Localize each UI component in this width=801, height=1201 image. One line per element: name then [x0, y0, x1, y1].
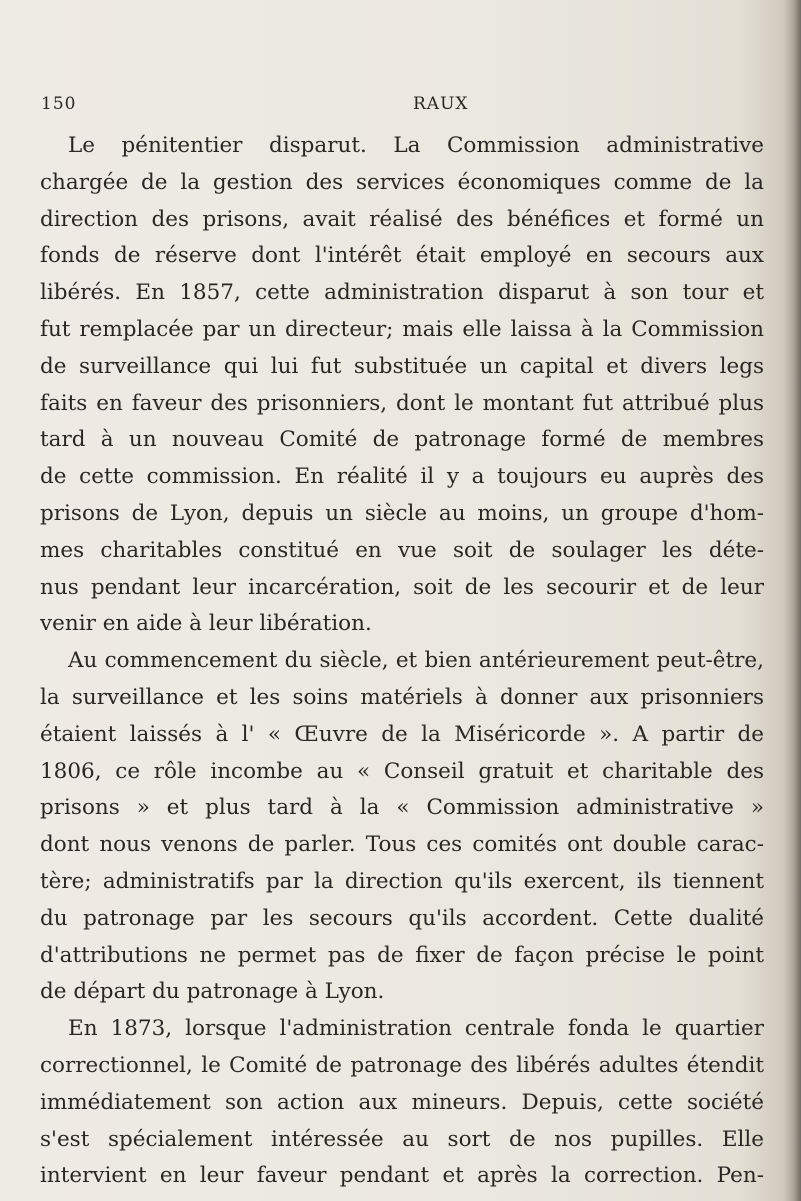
text-line: direction des prisons, avait réalisé des bénéfices et formé un — [40, 206, 764, 232]
text-line: chargée de la gestion des services économiques comme de la — [40, 169, 764, 195]
text-line: de départ du patronage à Lyon. — [40, 979, 385, 1005]
text-line: dont nous venons de parler. Tous ces comités ont double carac- — [40, 832, 764, 858]
text-line: 1806, ce rôle incombe au « Conseil gratuit et charitable des — [40, 758, 764, 784]
text-line: fonds de réserve dont l'intérêt était employé en secours aux — [40, 243, 764, 269]
text-line: la surveillance et les soins matériels à donner aux prisonniers — [40, 684, 764, 710]
text-line: prisons de Lyon, depuis un siècle au moins, un groupe d'hom- — [40, 500, 764, 526]
text-line: d'attributions ne permet pas de fixer de façon précise le point — [40, 942, 764, 968]
text-line: fut remplacée par un directeur; mais elle laissa à la Commission — [40, 316, 764, 342]
text-line: mes charitables constitué en vue soit de soulager les déte- — [40, 537, 764, 563]
text-line: correctionnel, le Comité de patronage des libérés adultes étendit — [40, 1052, 764, 1078]
text-line: Le pénitentier disparut. La Commission administrative — [68, 133, 764, 158]
text-line: venir en aide à leur libération. — [40, 611, 372, 637]
body-text — [40, 128, 764, 1195]
text-line: immédiatement son action aux mineurs. Depuis, cette société — [40, 1089, 764, 1115]
text-line: nus pendant leur incarcération, soit de les secourir et de leur — [40, 574, 764, 600]
text-line: Au commencement du siècle, et bien antérieurement peut-être, — [68, 648, 764, 674]
page-number: 150 — [41, 94, 77, 114]
page-header — [41, 94, 761, 120]
text-line: En 1873, lorsque l'administration centrale fonda le quartier — [68, 1016, 764, 1042]
running-title: RAUX — [413, 94, 469, 114]
text-line: tère; administratifs par la direction qu'ils exercent, ils tiennent — [40, 868, 764, 894]
text-line: faits en faveur des prisonniers, dont le montant fut attribué plus — [40, 390, 764, 416]
text-line: de surveillance qui lui fut substituée un capital et divers legs — [40, 353, 764, 379]
text-line: intervient en leur faveur pendant et après la correction. Pen- — [40, 1163, 764, 1189]
text-line: étaient laissés à l' « Œuvre de la Miséricorde ». A partir de — [40, 721, 764, 747]
page-edge-shadow — [783, 0, 801, 1201]
text-line: prisons » et plus tard à la « Commission administrative » — [40, 795, 764, 821]
text-line: du patronage par les secours qu'ils accordent. Cette dualité — [40, 905, 764, 931]
text-line: s'est spécialement intéressée au sort de nos pupilles. Elle — [40, 1126, 764, 1152]
text-line: de cette commission. En réalité il y a toujours eu auprès des — [40, 464, 764, 490]
text-line: tard à un nouveau Comité de patronage formé de membres — [40, 427, 764, 453]
text-line: libérés. En 1857, cette administration disparut à son tour et — [40, 280, 764, 306]
